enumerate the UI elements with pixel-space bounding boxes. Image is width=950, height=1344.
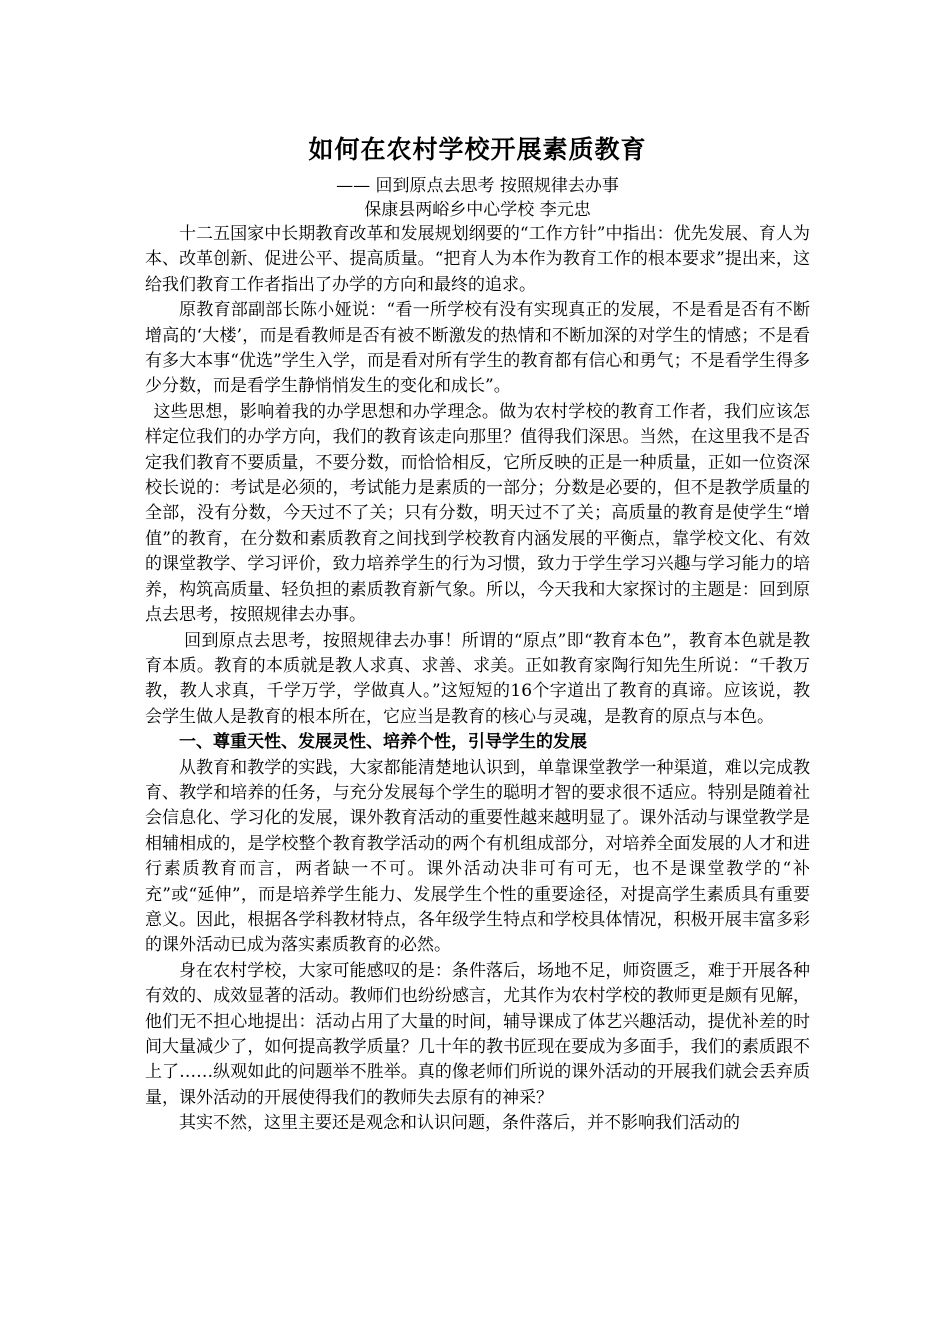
paragraph-guideline: 十二五国家中长期教育改革和发展规划纲要的“工作方针”中指出：优先发展、育人为本、改革创新、促进公平、提高质量。“把育人为本作为教育工作的根本要求”提出来，这给我们教育工作者指出了办学的方向和最终的追求。: [145, 224, 810, 295]
paragraph-not-so: 其实不然，这里主要还是观念和认识问题，条件落后，并不影响我们活动的: [179, 1113, 740, 1134]
paragraph-origin: 回到原点去思考，按照规律去办事！所谓的“原点”即“教育本色”，教育本色就是教育本质。教育的本质就是教人求真、求善、求美。正如教育家陶行知先生所说：“千教万教，教人求真，千学万学，学做真人。”这短短的16个字道出了教育的真谛。应该说，教会学生做人是教育的根本所在，它应当是教育的核心与灵魂，是教育的原点与本色。: [145, 630, 810, 727]
paragraph-thoughts: 这些思想，影响着我的办学思想和办学理念。做为农村学校的教育工作者，我们应该怎样定位我们的办学方向，我们的教育该走向那里？值得我们深思。当然，在这里我不是否定我们教育不要质量，不要分数，而恰恰相反，它所反映的正是一种质量，正如一位资深校长说的：考试是必须的，考试能力是素质的一部分；分数是必要的，但不是教学质量的全部，没有分数，今天过不了关；只有分数，明天过不了关；高质量的教育是使学生“增值”的教育，在分数和素质教育之间找到学校教育内涵发展的平衡点，靠学校文化、有效的课堂教学、学习评价，致力培养学生的行为习惯，致力于学生学习兴趣与学习能力的培养，构筑高质量、轻负担的素质教育新气象。所以，今天我和大家探讨的主题是：回到原点去思考，按照规律去办事。: [145, 401, 810, 626]
document-title: 如何在农村学校开展素质教育: [308, 135, 647, 164]
document-page: [145, 130, 810, 1137]
section-heading-1: 一、尊重天性、发展灵性、培养个性，引导学生的发展: [179, 732, 587, 753]
paragraph-extracurricular: 从教育和教学的实践，大家都能清楚地认识到，单靠课堂教学一种渠道，难以完成教育、教学和培养的任务，与充分发展每个学生的聪明才智的要求很不适应。特别是随着社会信息化、学习化的发展，课外教育活动的重要性越来越明显了。课外活动与课堂教学是相辅相成的，是学校整个教育教学活动的两个有机组成部分，对培养全面发展的人才和进行素质教育而言，两者缺一不可。课外活动决非可有可无，也不是课堂教学的“补充”或“延伸”，而是培养学生能力、发展学生个性的重要途径，对提高学生素质具有重要意义。因此，根据各学科教材特点，各年级学生特点和学校具体情况，积极开展丰富多彩的课外活动已成为落实素质教育的必然。: [145, 757, 810, 956]
paragraph-quote-chen: 原教育部副部长陈小娅说：“看一所学校有没有实现真正的发展，不是看是否有不断增高的‘大楼’，而是看教师是否有被不断激发的热情和不断加深的对学生的情感；不是看有多大本事“优选”学生入学，而是看对所有学生的教育都有信心和勇气；不是看学生得多少分数，而是看学生静悄悄发生的变化和成长”。: [145, 300, 810, 397]
paragraph-rural-school: 身在农村学校，大家可能感叹的是：条件落后，场地不足，师资匮乏，难于开展各种有效的、成效显著的活动。教师们也纷纷感言，尤其作为农村学校的教师更是颇有见解，他们无不担心地提出：活动占用了大量的时间，辅导课成了体艺兴趣活动，提优补差的时间大量减少了，如何提高教学质量？几十年的教书匠现在要成为多面手，我们的素质跟不上了……纵观如此的问题举不胜举。真的像老师们所说的课外活动的开展我们就会丢弃质量，课外活动的开展使得我们的教师失去原有的神采？: [145, 960, 810, 1108]
document-author: 保康县两峪乡中心学校 李元忠: [364, 200, 591, 220]
document-subtitle: —— 回到原点去思考 按照规律去办事: [336, 176, 619, 196]
